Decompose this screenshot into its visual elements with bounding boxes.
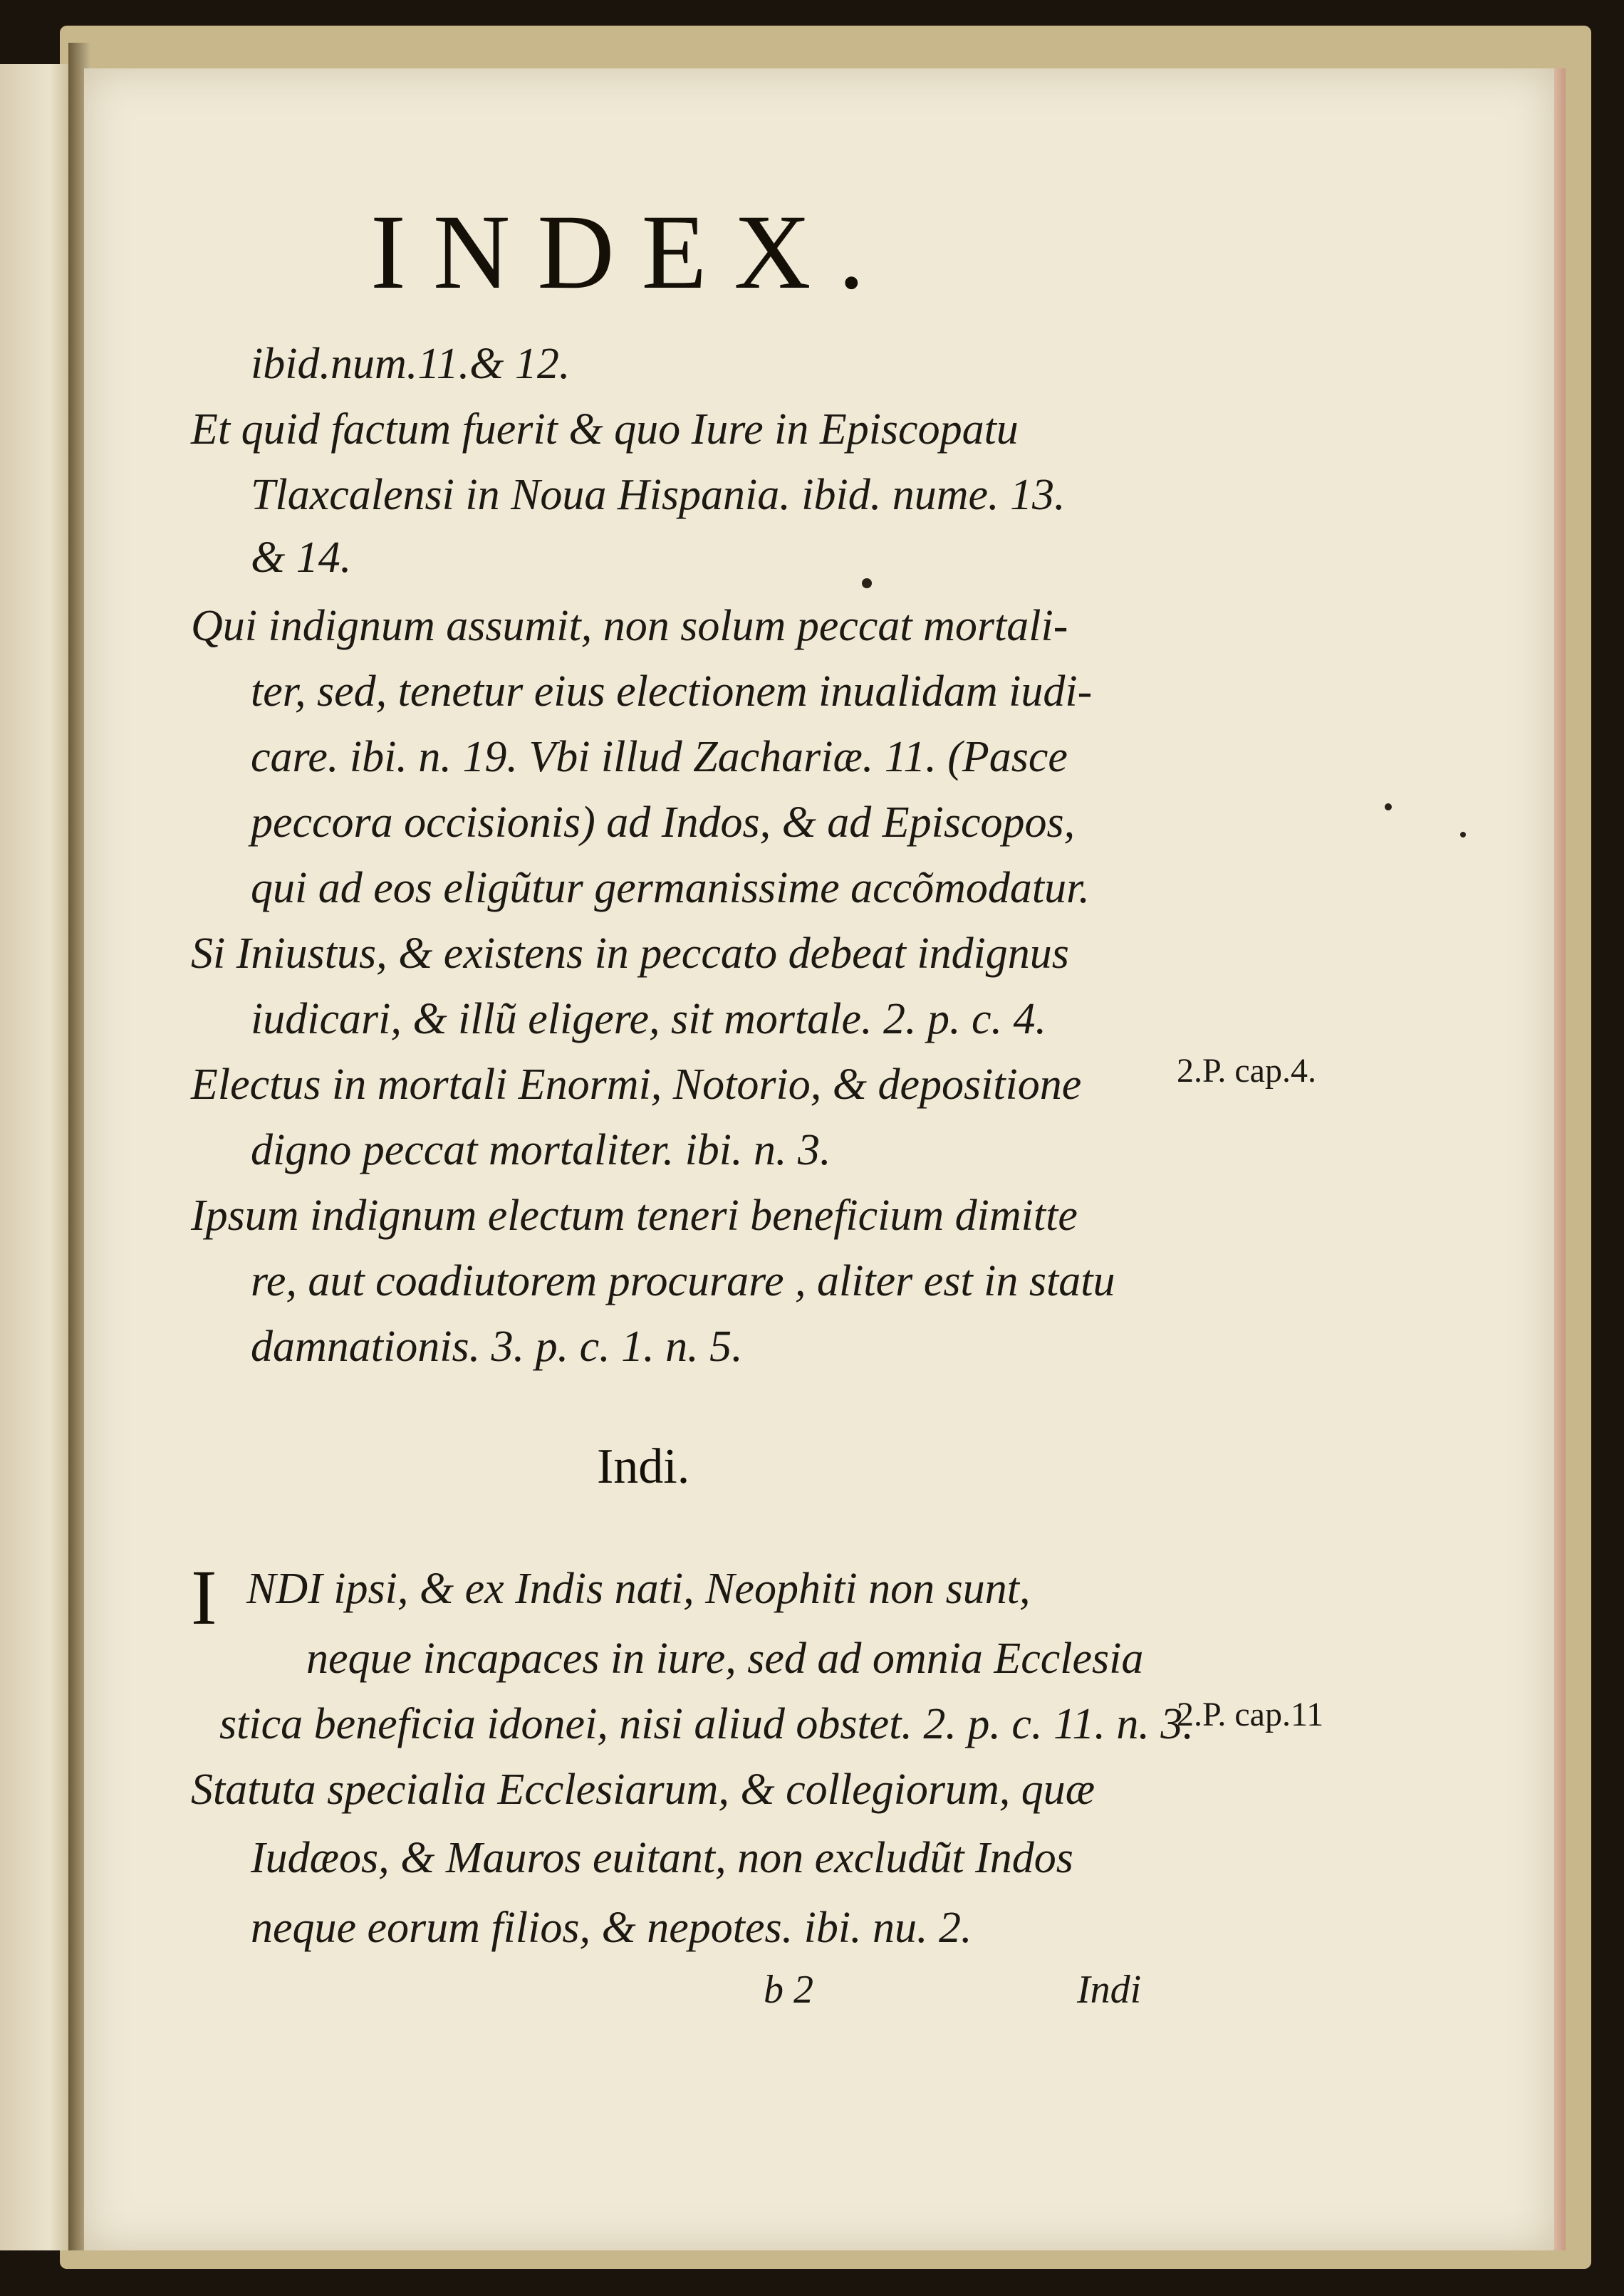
ink-spot [1460, 832, 1466, 837]
margin-note: 2.P. cap.4. [1177, 1052, 1316, 1090]
running-header: INDEX. [370, 193, 892, 311]
index-line: ter, sed, tenetur eius electionem inualidam iudi- [251, 667, 1093, 716]
index-line: neque incapaces in iure, sed ad omnia Ecclesia [306, 1634, 1144, 1683]
section-heading: Indi. [597, 1439, 690, 1494]
index-line: Qui indignum assumit, non solum peccat mortali- [191, 602, 1068, 650]
index-line: Si Iniustus, & existens in peccato debeat indignus [191, 929, 1069, 978]
index-line: NDI ipsi, & ex Indis nati, Neophiti non sunt, [246, 1565, 1031, 1613]
facing-page-edge [0, 64, 76, 2250]
index-line: qui ad eos eligũtur germanissime accõmodatur. [251, 864, 1090, 912]
signature-mark: b 2 [764, 1968, 813, 2012]
index-line: Electus in mortali Enormi, Notorio, & depositione [191, 1060, 1082, 1109]
catchword: Indi [1077, 1968, 1142, 2012]
ink-spot [1385, 803, 1392, 810]
index-line: iudicari, & illũ eligere, sit mortale. 2. p. c. 4. [251, 995, 1047, 1043]
index-line: damnationis. 3. p. c. 1. n. 5. [251, 1322, 743, 1371]
index-line: re, aut coadiutorem procurare , aliter est in statu [251, 1257, 1115, 1305]
index-line: ibid.num.11.& 12. [251, 340, 571, 388]
margin-note: 2.P. cap.11 [1177, 1696, 1324, 1733]
index-line: & 14. [251, 533, 352, 582]
index-line: Et quid factum fuerit & quo Iure in Episcopatu [191, 405, 1019, 454]
index-line: care. ibi. n. 19. Vbi illud Zachariæ. 11. (Pasce [251, 733, 1068, 781]
ink-spot [862, 578, 872, 588]
page-fore-edge [1554, 68, 1566, 2250]
index-line: Tlaxcalensi in Noua Hispania. ibid. nume. 13. [251, 471, 1066, 519]
index-line: Statuta specialia Ecclesiarum, & collegiorum, quæ [191, 1765, 1095, 1814]
index-line: neque eorum filios, & nepotes. ibi. nu. 2. [251, 1904, 972, 1952]
index-line: Iudæos, & Mauros euitant, non excludũt Indos [251, 1834, 1073, 1882]
drop-capital: I [191, 1554, 217, 1641]
index-line: peccora occisionis) ad Indos, & ad Episcopos, [251, 798, 1076, 847]
index-line: stica beneficia idonei, nisi aliud obstet. 2. p. c. 11. n. 3. [219, 1700, 1194, 1748]
index-line: Ipsum indignum electum teneri beneficium dimitte [191, 1191, 1078, 1240]
index-line: digno peccat mortaliter. ibi. n. 3. [251, 1126, 831, 1174]
